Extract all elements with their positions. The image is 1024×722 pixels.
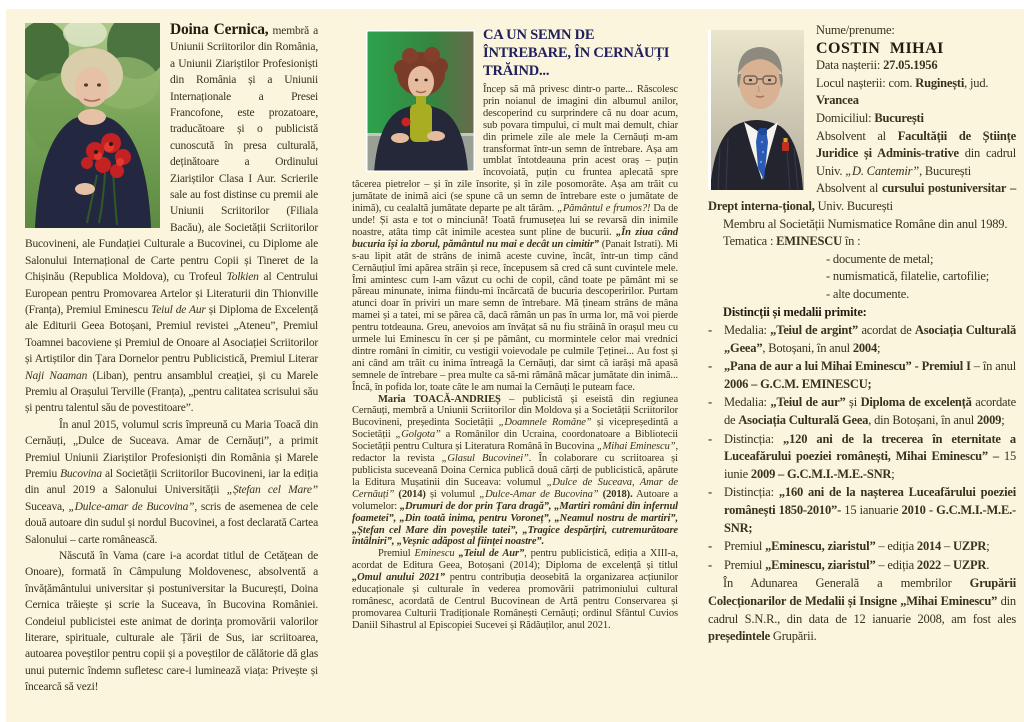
article-title: CA UN SEMN DE ÎNTREBARE, ÎN CERNĂUȚI TRĂIND...: [483, 27, 670, 79]
medal-text: Distincția: „120 ani de la trecerea în eternitate a Luceafărului poeziei românești, Mihai Eminescu” – 15 iunie 2009 – G.C.M.I.-M.E.-SNR;: [724, 431, 1016, 481]
medal-text: Medalia: „Teiul de argint” acordat de Asociația Culturală „Geea”, Botoșani, în anul 2004;: [724, 323, 1016, 355]
suit-portrait-illustration: [708, 30, 804, 190]
article-paragraph-2: Maria TOACĂ-ANDRIEȘ – publicistă și eseistă din regiunea Cernăuți, membră a Uniunii Scriitorilor din Moldova și a Societății Scriitorilor Bucovineni, președinta Societății „Doamnele Române” și vicepreședintă a Societății „Golgota” a Românilor din Ucraina, coordonatoare a Bibliotecii Societății pentru Cultura și Literatura Română în Bucovina „Mihai Eminescu”, redactor la revista „Glasul Bucovinei”. În colaborare cu scriitoarea și publicista suceveană Doina Cernica publică două cărți de publicistică, apărute la Editura Mușatinii din Suceava: volumul „Dulce de Suceava, Amar de Cernăuți” (2014) și volumul „Dulce-Amar de Bucovina” (2018). Autoare a volumelor: „Drumuri de dor prin Țara dragă”, „Martiri români din infernul foametei”, „Din toată inima, pentru Voroneț”, „Neamul nostru de martiri”, „Ștefan cel Mare din poveștile tatei”, „Tragice despărțiri, cutremurătoare întâlniri”, „Veșnic adăpost al ființei noastre”.: [352, 393, 679, 548]
birth-date-line: Data nașterii: 27.05.1956: [816, 58, 938, 73]
membership-line: Membru al Societății Numismatice Române din anul 1989.: [723, 216, 1008, 231]
thematic-line: Tematica : EMINESCU în :: [723, 234, 861, 249]
bullet-dash: -: [708, 323, 712, 338]
page-margin-top: [0, 0, 1024, 9]
bio-paragraph-2: În anul 2015, volumul scris împreună cu Maria Toacă din Cernăuți, „Dulce de Suceava. Amar de Cernăuți”, a primit Premiul Uniunii Ziariștilor Profesioniști din România și Marele Premiu Bucovina al Societății Scriitorilor Bucovineni, iar la ediția din anul 2019 a Salonului Universității „Ștefan cel Mare” Suceava, „Dulce-amar de Bucovina”, scris de asemenea de cele două autoare din sudul și nordul Bucovinei, a fost declarată Cartea Salonului – carte românească.: [25, 418, 319, 546]
medals-section-title: Distincții și medalii primite:: [723, 304, 867, 319]
bullet-dash: -: [708, 485, 712, 500]
column-article: [352, 26, 678, 632]
meadow-portrait-illustration: [25, 23, 160, 228]
article-paragraph-3: Premiul Eminescu „Teiul de Aur”, pentru publicistică, ediția a XIII-a, acordat de Editura Geea, Botoșani (2014); Diploma de excelență și titlul „Omul anului 2021” pentru contribuția deosebită la organizarea acțiunilor educaționale și culturale în vederea promovării patrimoniului cultural românesc, acordată de Centrul Bucovinean de Artă pentru Conservarea și promovarea Culturii Tradiționale Românești Cernăuți; ordinul Sfântul Cuvios Daniil Sihastrul al Episcopiei Sucevei și Rădăuților, anul 2021.: [352, 548, 679, 631]
seated-portrait-illustration: [366, 30, 475, 172]
bio-paragraph-1: Doina Cernica, membră a Uniunii Scriitorilor din România, a Uniunii Ziariștilor Profesioniști din România și a Uniunii Internaționale a Presei Francofone, este prozatoare, traducătoare și o publicistă cunoscută în presa culturală, deținătoare a Ordinului Ziariștilor Clasa I Aur. Scrierile sale au fost distinse cu premii ale Uniunii Scriitorilor (Filiala Bacău), ale Societății Scriitorilor Bucovineni, ale Fundației Culturale a Bucovinei, cu Diplome ale Salonului Internațional de Carte pentru Copii și Tineret de la Chișinău (Republica Moldova), cu Trofeul Tolkien al Centrului European pentru Promovarea Artelor și Literaturii din Thionville (Franța), Premiul Eminescu Teiul de Aur și Diploma de Excelență ale Editurii Geea Botoșani, Premiul revistei „Ateneu”, Premiul Toamnei bacoviene și Premiul de Onoare al Asociației Scriitorilor și Artiștilor din Țara Dornelor pentru Publicistică, Premiul Literar Naji Naaman (Liban), pentru ansamblul creației, și cu Marele Premiu al Orașului Terville (Franța), „pentru calitatea scrisului său și pentru talentul său de povestitoare”.: [25, 21, 319, 415]
topic-item: - documente de metal;: [826, 251, 934, 266]
topic-item: - numismatică, filatelie, cartofilie;: [826, 269, 990, 284]
medal-text: Premiul „Eminescu, ziaristul” – ediția 2014 – UZPR;: [724, 539, 990, 554]
bullet-dash: -: [708, 395, 712, 410]
bullet-dash: -: [708, 557, 712, 572]
studies-line-1: Absolvent al Facultății de Științe Juridice și Adminis-trative din cadrul Univ. „D. Cantemir”, București: [816, 128, 1016, 178]
medal-item: [708, 322, 1016, 357]
medal-text: „Pana de aur a lui Mihai Eminescu” - Premiul I – în anul 2006 – G.C.M. EMINESCU;: [724, 359, 1016, 391]
bio-paragraph-3: Născută în Vama (care i-a acordat titlul de Cetățean de Onoare), formată în Câmpulung Moldovenesc, absolventă a învățământului universitar și postuniversitar la București, Doina Cernica trăiește și scrie la Suceava, în Bucovina României. Condeiul publicistei este animat de dorința promovării valorilor literare, spirituale, culturale ale Țării de Sus, iar scriitoarea, autoarea poveștilor pentru copii și a poveștilor de călătorie dă glas unui puternic îndemn sufletesc care-i luminează viața: Privește și încearcă să vezi!: [25, 550, 318, 694]
medal-item: [708, 431, 1016, 484]
medal-item: [708, 394, 1016, 429]
column-doina-cernica: [25, 22, 318, 696]
photo-maria-toaca: [366, 30, 475, 172]
person-name: COSTIN MIHAI: [816, 39, 944, 57]
thematic-topics: [708, 251, 1016, 304]
medal-text: Distincția: „160 ani de la nașterea Luceafărului poeziei românești 1850-2010”- 15 ianuarie 2010 - G.C.M.I.-M.E.-SNR;: [724, 485, 1017, 535]
domicile-line: Domiciliul: București: [816, 110, 924, 125]
column-costin-mihai: [708, 22, 1016, 646]
page-margin-left: [0, 0, 6, 722]
medal-item: [708, 557, 1016, 575]
studies-line-2: Absolvent al cursului postuniversitar – Drept interna-țional, Univ. București: [708, 181, 1016, 213]
article-paragraph-1: Încep să mă privesc dintr-o parte... Răscolesc prin noianul de imagini din albumul anilor, descoperind cu surprindere că nu doar acum, sub povara timpului, ci mult mai demult, chiar din primele zile ale mele la Cernăuți m-am transformat într-un semn de întrebare. Așa am umblat întotdeauna prin acest oraș – puțin încovoiată, puțin cu fruntea aplecată spre tăcerea pietrelor – și în zile însorite, și în zile posomorâte. Așa am trăit cu jumătate de inimă aici (se spune că un semn de întrebare este o jumătate de inimă), cu cealaltă jumătate departe pe alt tărâm. „Pământul e frumos?! Da de unde! Și asta e tot o minciună! Toată frumusețea lui se revarsă din inimile noastre, atâta timp cât inimile acestea sunt pline de bucurii. „În ziua când bucuria își ia zborul, pământul nu mai e decât un cimitir” (Panait Istrati). Mi s-au lipit atât de strâns de inimă aceste cuvine, încât, într-un timp când Cernăuțiul îmi apărea străin și rece, începusem să cred că sunt cuvintele mele. Îmi amintesc cum l-am văzut cu ochi de copil, când toate pe pământ mi se păreau minunate, inima fiindu-mi încărcată de bucuria descoperirilor. Purtam atunci doar în priviri un mare semn de întrebare. Mă țineam strâns de mâna mamei și a tatei, mi se părea că, dacă rămân un pas în urma lor, mă voi pierde pentru totdeauna. Greu, anevoios am învățat să nu fiu străină în orașul meu cu urmele lui Eminescu în cer și pe pământ, cu mormintele celor mai vrednici dintre români în cimitir, cu vestigii voievodale pe culmile Țeținei... Au fost și ani când am trăit cu inima întreagă la Cernăuți, dar simt că iarăși mă apasă semnele de întrebare – prea multe ca să-mi rămână măcar jumătate din inimă... Încă, în pofida lor, toate câte le am numai la Cernăuți le puteam face.: [352, 84, 679, 393]
bullet-dash: -: [708, 539, 712, 554]
medal-item: [708, 358, 1016, 393]
photo-doina-cernica: [25, 23, 160, 228]
footer-paragraph: În Adunarea Generală a membrilor Grupării Colecționarilor de Medalii și Insigne „Mihai Eminescu” din cadrul S.N.R., din data de 12 ianuarie 2008, am fost ales președintele Grupării.: [708, 576, 1016, 644]
name-label: Nume/prenume:: [816, 23, 895, 37]
topic-item: - alte documente.: [826, 286, 910, 301]
photo-costin-mihai: [708, 30, 804, 190]
medal-item: [708, 484, 1016, 537]
medal-item: [708, 538, 1016, 556]
birth-place-line: Locul nașterii: com. Ruginești, jud. Vrancea: [816, 75, 989, 108]
bullet-dash: -: [708, 431, 712, 446]
medal-text: Medalia: „Teiul de aur” și Diploma de excelență acordate de Asociația Culturală Geea, din Botoșani, în anul 2009;: [724, 395, 1016, 428]
bullet-dash: -: [708, 359, 712, 374]
medal-text: Premiul „Eminescu, ziaristul” – ediția 2022 – UZPR.: [724, 557, 990, 572]
